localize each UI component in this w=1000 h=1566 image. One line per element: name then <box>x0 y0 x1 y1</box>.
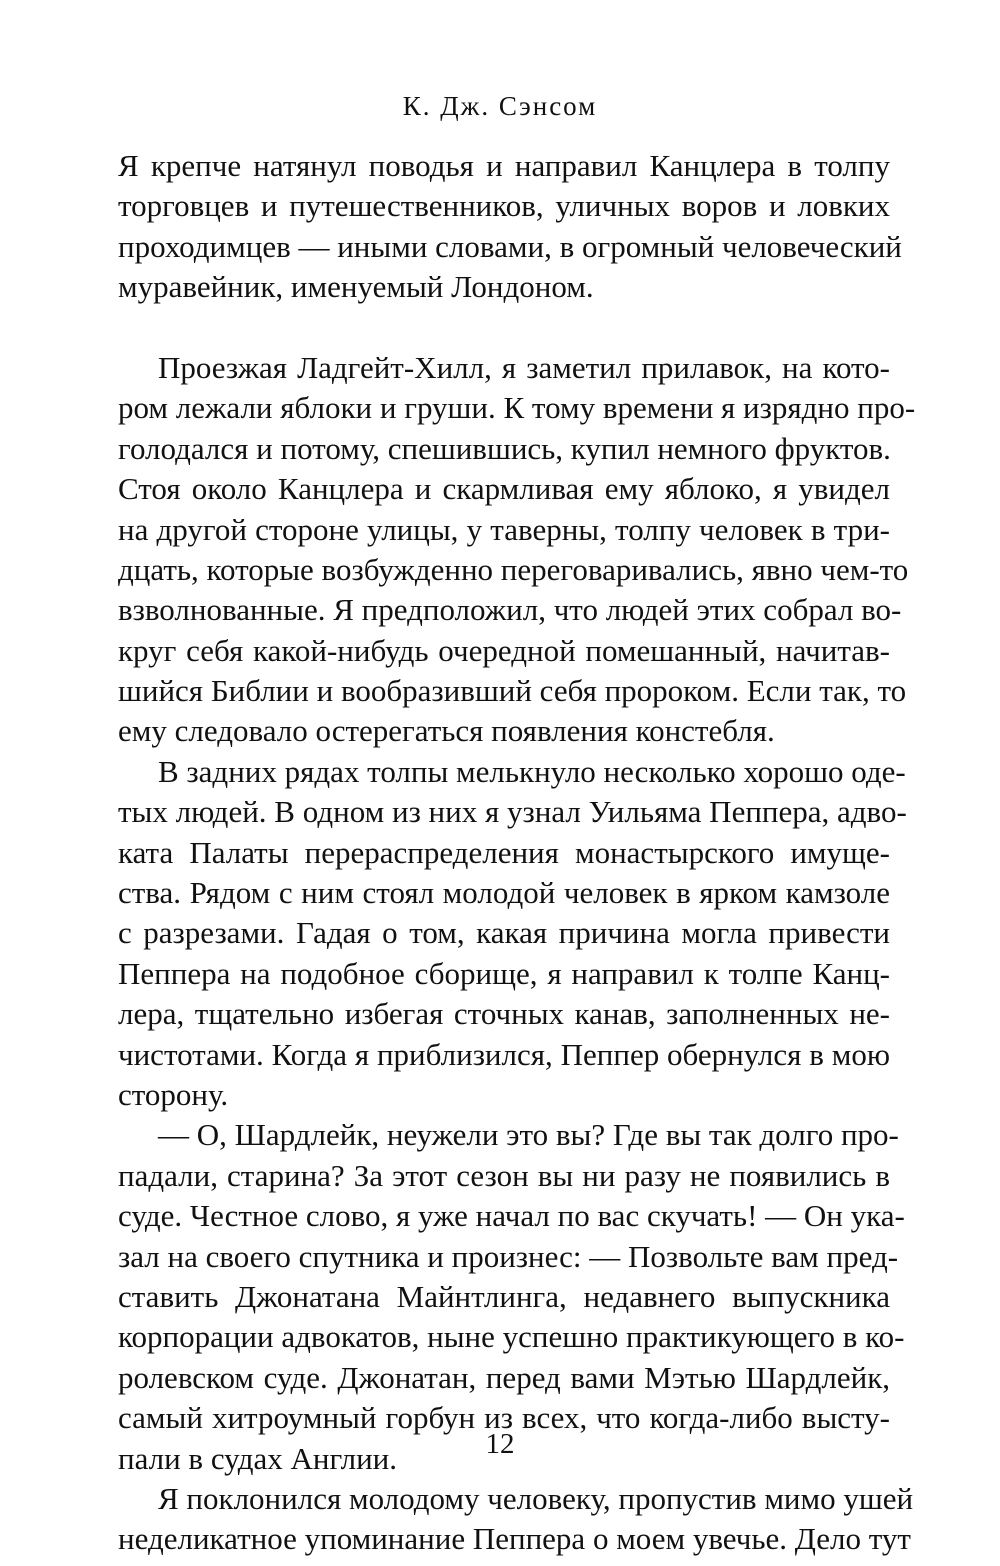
text-line: дцать, которые возбужденно переговаривались, явно чем-то <box>118 551 909 587</box>
body-text <box>118 146 916 1560</box>
text-line: торговцев и путешественников, уличных воров и ловких <box>118 188 890 224</box>
text-line: сторону. <box>118 1076 229 1112</box>
paragraph <box>118 146 902 308</box>
text-line: ставить Джонатана Майнтлинга, недавнего выпускника <box>118 1278 890 1314</box>
paragraph <box>118 348 916 752</box>
text-line: лера, тщательно избегая сточных канав, заполненных не- <box>118 996 890 1032</box>
text-line: неделикатное упоминание Пеппера о моем увечье. Дело тут <box>118 1521 911 1557</box>
text-line: — О, Шардлейк, неужели это вы? Где вы так долго про- <box>158 1117 899 1153</box>
text-line: круг себя какой-нибудь очередной помешанный, начитав- <box>118 632 890 668</box>
text-line: голодался и потому, спешившись, купил немного фруктов. <box>118 430 891 466</box>
text-line: Я крепче натянул поводья и направил Канцлера в толпу <box>118 148 890 183</box>
text-line: В задних рядах толпы мелькнуло несколько хорошо оде- <box>158 753 906 789</box>
text-line: тых людей. В одном из них я узнал Уильяма Пеппера, адво- <box>118 794 907 830</box>
text-line: самый хитроумный горбун из всех, что когда-либо высту- <box>118 1400 890 1436</box>
text-line: корпорации адвокатов, ныне успешно практикующего в ко- <box>118 1319 905 1355</box>
paragraph <box>118 1479 914 1560</box>
text-line: на другой стороне улицы, у таверны, толпу человек в три- <box>118 511 890 547</box>
text-line: муравейник, именуемый Лондоном. <box>118 269 594 305</box>
text-line: чистотами. Когда я приблизился, Пеппер обернулся в мою <box>118 1036 890 1072</box>
text-line: взволнованные. Я предположил, что людей этих собрал во- <box>118 592 902 628</box>
page-number: 12 <box>485 1428 515 1460</box>
text-line: шийся Библии и вообразивший себя пророком. Если так, то <box>118 673 907 709</box>
text-line: ролевском суде. Джонатан, перед вами Мэтью Шардлейк, <box>118 1359 890 1395</box>
paragraph <box>118 752 907 1116</box>
running-head: К. Дж. Сэнсом <box>402 91 598 121</box>
text-line: падали, старина? За этот сезон вы ни разу не появились в <box>118 1157 890 1193</box>
text-line: ства. Рядом с ним стоял молодой человек в ярком камзоле <box>118 875 890 911</box>
text-line: Я поклонился молодому человеку, пропустив мимо ушей <box>158 1480 914 1516</box>
text-line: пали в судах Англии. <box>118 1440 398 1476</box>
text-line: Пеппера на подобное сборище, я направил к толпе Канц- <box>118 955 890 991</box>
text-line: ему следовало остерегаться появления констебля. <box>118 713 775 749</box>
text-line: Стоя около Канцлера и скармливая ему яблоко, я увидел <box>118 471 890 507</box>
text-line: ката Палаты перераспределения монастырского имуще- <box>118 834 890 870</box>
text-line: с разрезами. Гадая о том, какая причина могла привести <box>118 915 890 951</box>
text-line: проходимцев — иными словами, в огромный человеческий <box>118 228 902 264</box>
text-line: ром лежали яблоки и груши. К тому времени я изрядно про- <box>118 390 916 426</box>
text-line: суде. Честное слово, я уже начал по вас скучать! — Он ука- <box>118 1198 905 1234</box>
section-break <box>118 308 890 348</box>
text-line: Проезжая Ладгейт-Хилл, я заметил прилавок, на кото- <box>158 349 890 385</box>
text-line: зал на своего спутника и произнес: — Позвольте вам пред- <box>118 1238 899 1274</box>
